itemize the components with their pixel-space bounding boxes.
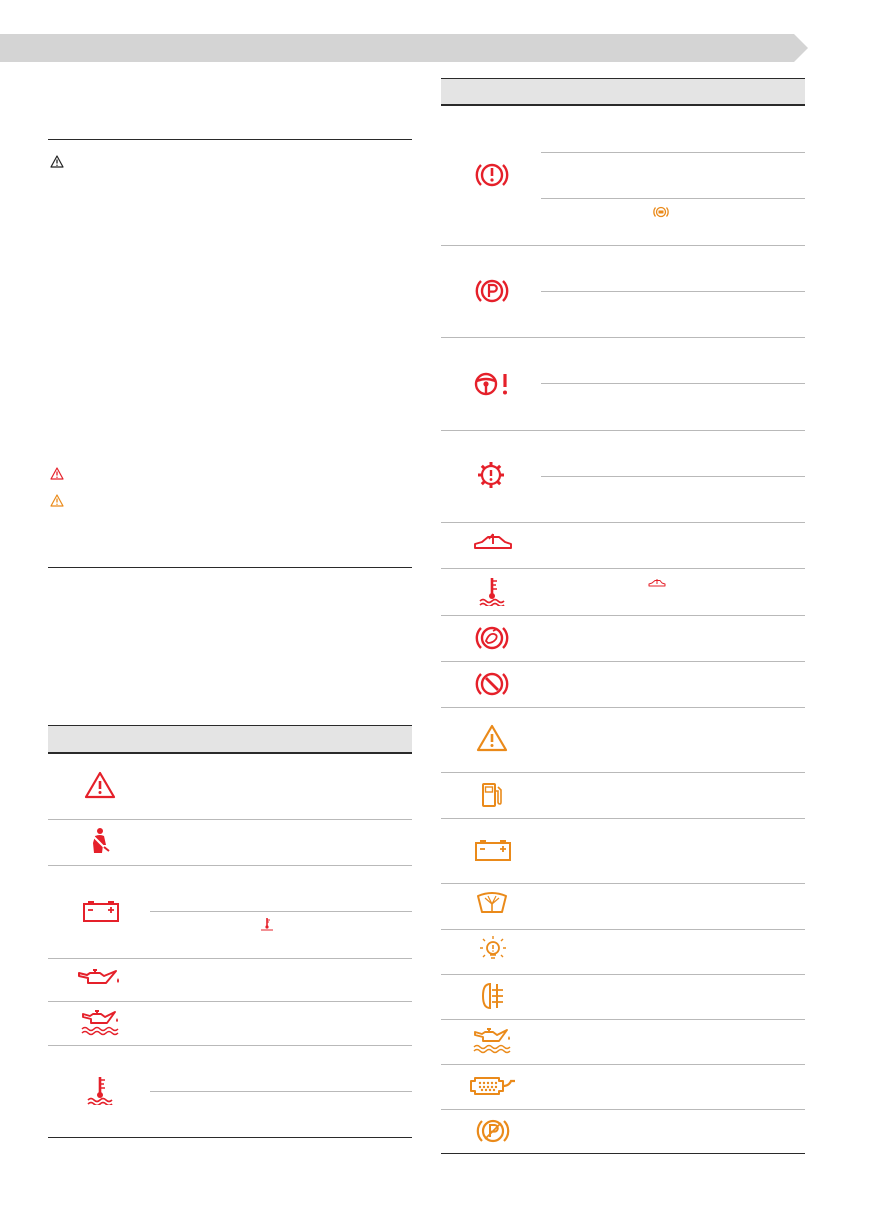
left-row-divider	[48, 819, 412, 820]
left-subrow-divider	[150, 911, 412, 912]
oil-level-icon	[80, 1008, 122, 1036]
abs-icon	[653, 205, 669, 219]
fuel-level-icon	[481, 781, 503, 809]
left-row-divider	[48, 1045, 412, 1046]
left-row-divider	[48, 1001, 412, 1002]
brake-pad-wear-icon	[475, 623, 509, 653]
warning-triangle-amber-icon	[50, 494, 66, 508]
left-row-divider	[48, 865, 412, 866]
right-row-divider	[441, 707, 805, 708]
caution-bottom-rule	[48, 567, 412, 568]
left-table-bottom-rule	[48, 1137, 412, 1138]
transmission-warning-icon	[476, 460, 506, 490]
right-row-divider	[441, 522, 805, 523]
caution-top-rule	[48, 139, 412, 140]
general-warning-icon	[476, 724, 508, 752]
right-subrow-divider	[541, 152, 805, 153]
right-row-divider	[441, 883, 805, 884]
right-row-divider	[441, 430, 805, 431]
left-subrow-divider	[150, 1091, 412, 1092]
door-open-icon	[648, 578, 666, 589]
seatbelt-icon	[90, 827, 112, 857]
right-table-header	[441, 79, 805, 104]
warning-triangle-icon	[50, 155, 66, 169]
speedometer-warning-icon	[475, 669, 509, 699]
oil-level-icon	[472, 1026, 514, 1054]
right-row-divider	[441, 1064, 805, 1065]
right-subrow-divider	[541, 291, 805, 292]
right-row-divider	[441, 929, 805, 930]
coolant-temperature-icon	[478, 576, 506, 606]
right-row-divider	[441, 974, 805, 975]
brake-system-icon	[475, 160, 509, 190]
electric-parking-brake-icon	[476, 1116, 510, 1146]
right-row-divider	[441, 615, 805, 616]
washer-fluid-icon	[476, 890, 508, 914]
right-row-divider	[441, 1019, 805, 1020]
coolant-temperature-icon	[260, 917, 274, 931]
right-table-header-rule	[441, 104, 805, 106]
right-row-divider	[441, 772, 805, 773]
door-open-icon	[473, 532, 513, 554]
right-row-divider	[441, 661, 805, 662]
section-header-banner	[0, 34, 808, 62]
parking-brake-icon	[475, 276, 509, 306]
battery-charge-icon	[82, 899, 120, 923]
left-table-header-rule	[48, 752, 412, 754]
right-subrow-divider	[541, 198, 805, 199]
rear-fog-light-icon	[481, 981, 505, 1011]
coolant-temperature-icon	[86, 1075, 114, 1105]
steering-warning-icon	[472, 370, 512, 398]
right-row-divider	[441, 818, 805, 819]
right-table-bottom-rule	[441, 1153, 805, 1154]
general-warning-icon	[84, 771, 116, 799]
battery-charge-icon	[474, 838, 512, 862]
oil-pressure-icon	[76, 966, 124, 990]
warning-triangle-red-icon	[50, 467, 66, 481]
left-row-divider	[48, 958, 412, 959]
right-row-divider	[441, 337, 805, 338]
right-row-divider	[441, 568, 805, 569]
right-subrow-divider	[541, 383, 805, 384]
bulb-failure-icon	[480, 935, 506, 963]
left-table-header	[48, 726, 412, 752]
right-subrow-divider	[541, 476, 805, 477]
right-row-divider	[441, 1109, 805, 1110]
diesel-particulate-filter-icon	[469, 1073, 517, 1099]
right-row-divider	[441, 245, 805, 246]
